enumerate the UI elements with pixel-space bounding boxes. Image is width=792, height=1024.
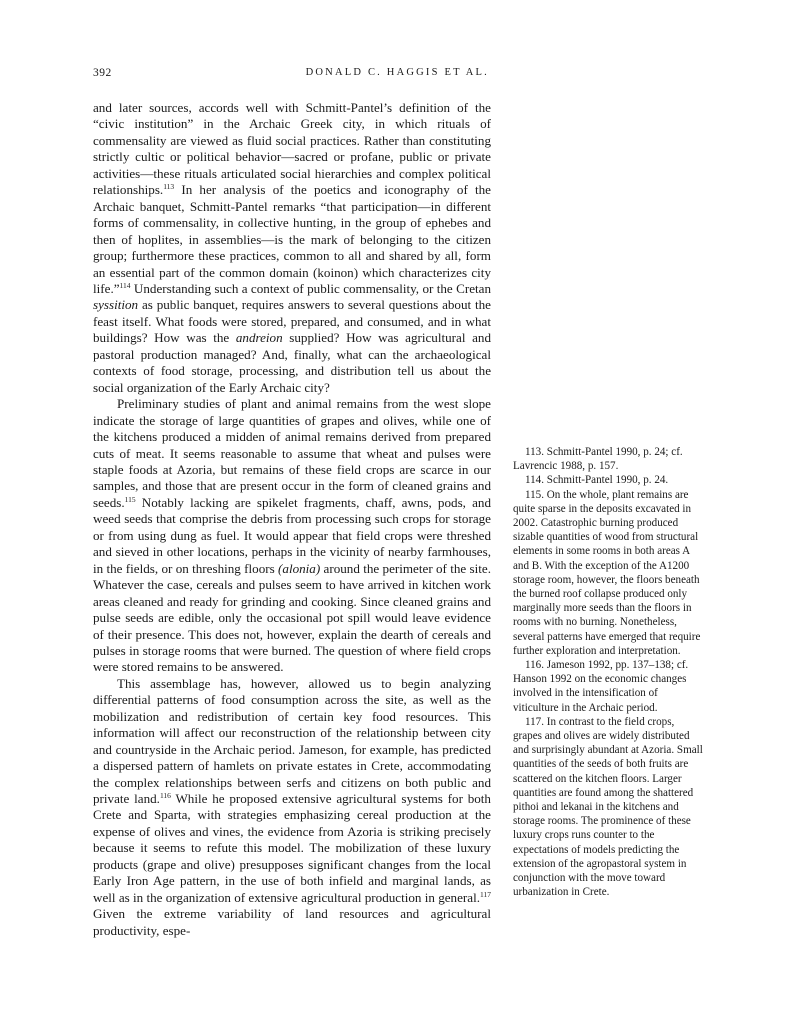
p2-text-2: Notably lacking are spikelet fragments, chaff, awns, pods, and weed seeds that comprise the debris from processing such crops for storage or from using dung as fuel. It would appear that field crops were threshed and sieved in other locations, perhaps in the vicinity of nearby farmhouses, in the fields, or on threshing floors [93, 494, 491, 576]
footnote-117: 117. In contrast to the field crops, grapes and olives are widely distributed and surprisingly abundant at Azoria. Small quantities of the seeds of both fruits are scattered on the kitchen floors. Larger quantities are found among the shattered pithoi and lekanai in the kitchens and storage rooms. The prominence of these luxury crops runs counter to the expectations of models predicting the extension of the agropastoral system in conjunction with the move toward urbanization in Crete. [513, 715, 703, 899]
p2-text-1: Preliminary studies of plant and animal remains from the west slope indicate the storage of large quantities of grapes and olives, while one of the kitchens produced a midden of animal remains derived from prepared cuts of meat. It seems reasonable to assume that wheat and pulses were staple foods at Azoria, but remains of these field crops are scarce in our samples, and those that are present occur in the form of cleaned grains and seeds. [93, 396, 491, 510]
paragraph-2 [93, 396, 491, 676]
paragraph-3 [93, 676, 491, 939]
paragraph-1 [93, 100, 491, 396]
p1-text-2: In her analysis of the poetics and iconography of the Archaic banquet, Schmitt-Pantel remarks “that participation—in different forms of commensality, in collective hunting, in the group of ephebes and then of hoplites, in assemblies—is the mark of belonging to the citizen group; furthermore these practices, common to all and shared by all, form an essential part of the common domain (koinon) which characterizes city life.” [93, 182, 491, 296]
footnote-ref-115: 115 [124, 494, 136, 504]
footnote-113: 113. Schmitt-Pantel 1990, p. 24; cf. Lavrencic 1988, p. 157. [513, 446, 683, 473]
footnote-114: 114. Schmitt-Pantel 1990, p. 24. [525, 474, 669, 487]
term-alonia: (alonia) [278, 560, 321, 576]
term-andreion: andreion [235, 330, 283, 346]
footnote-ref-114: 114 [119, 280, 131, 290]
p3-text-1: This assemblage has, however, allowed us to begin analyzing differential patterns of food consumption across the site, as well as the mobilization and redistribution of certain key food resources. This information will affect our reconstruction of the relationship between city and countryside in the Archaic period. Jameson, for example, has predicted a dispersed pattern of hamlets on private estates in Crete, accommodating the complex relationships between serfs and citizens on both public and private land. [93, 675, 491, 807]
term-syssition: syssition [93, 297, 139, 313]
footnote-ref-117: 117 [480, 889, 491, 899]
main-text-column [93, 100, 491, 939]
page-number: 392 [93, 67, 112, 79]
footnote-ref-113: 113 [163, 182, 175, 192]
footnote-115: 115. On the whole, plant remains are quite sparse in the deposits excavated in 2002. Catastrophic burning produced sizable quantities of wood from structural elements in some rooms in both areas A and B. With the exception of the A1200 storage room, however, the floors beneath the burned roof collapse produced only marginally more seeds than the floors in rooms with no burning. Nonetheless, several patterns have emerged that require further exploration and interpretation. [513, 488, 701, 657]
p1-text-1: and later sources, accords well with Schmitt-Pantel’s definition of the “civic institution” in the Archaic Greek city, in which rituals of commensality are viewed as fluid social practices. Rather than constituting strictly cultic or political behavior—sacred or profane, public or private activities—these rituals articulated social hierarchies and complex political relationships. [93, 100, 491, 198]
p2-text-3: around the perimeter of the site. Whatever the case, cereals and pulses seem to have arrived in kitchen work areas cleaned and ready for grinding and cooking. Since cleaned grains and pulse seeds are edible, only the occasional pot spill would leave evidence of their presence. This does not, however, explain the dearth of cereals and pulses in storage rooms that were burned. The question of where field crops were stored remains to be answered. [93, 560, 491, 675]
p1-text-3: Understanding such a context of public commensality, or the Cretan [130, 280, 491, 296]
p1-text-4: as public banquet, requires answers to several questions about the feast itself. What foods were stored, prepared, and consumed, and in what buildings? How was the [93, 297, 491, 346]
p1-text-5: supplied? How was agricultural and pastoral production managed? And, finally, what can the archaeological contexts of food storage, processing, and distribution tell us about the social organization of the Early Archaic city? [93, 330, 492, 395]
running-head: DONALD C. HAGGIS ET AL. [305, 67, 489, 78]
footnotes-column [513, 445, 703, 900]
footnote-ref-116: 116 [159, 791, 171, 801]
p3-text-3: Given the extreme variability of land resources and agricultural productivity, espe- [93, 906, 491, 938]
footnote-116: 116. Jameson 1992, pp. 137–138; cf. Hanson 1992 on the economic changes involved in the intensification of viticulture in the Archaic period. [513, 659, 689, 714]
p3-text-2: While he proposed extensive agricultural systems for both Crete and Sparta, with strategies emphasizing cereal production at the expense of olives and vines, the evidence from Azoria is striking precisely because it seems to refute this model. The mobilization of these luxury products (grape and olive) presupposes significant changes from the local Early Iron Age pattern, in the use of both infield and marginal lands, as well as in the organization of extensive agricultural production in general. [93, 791, 491, 905]
